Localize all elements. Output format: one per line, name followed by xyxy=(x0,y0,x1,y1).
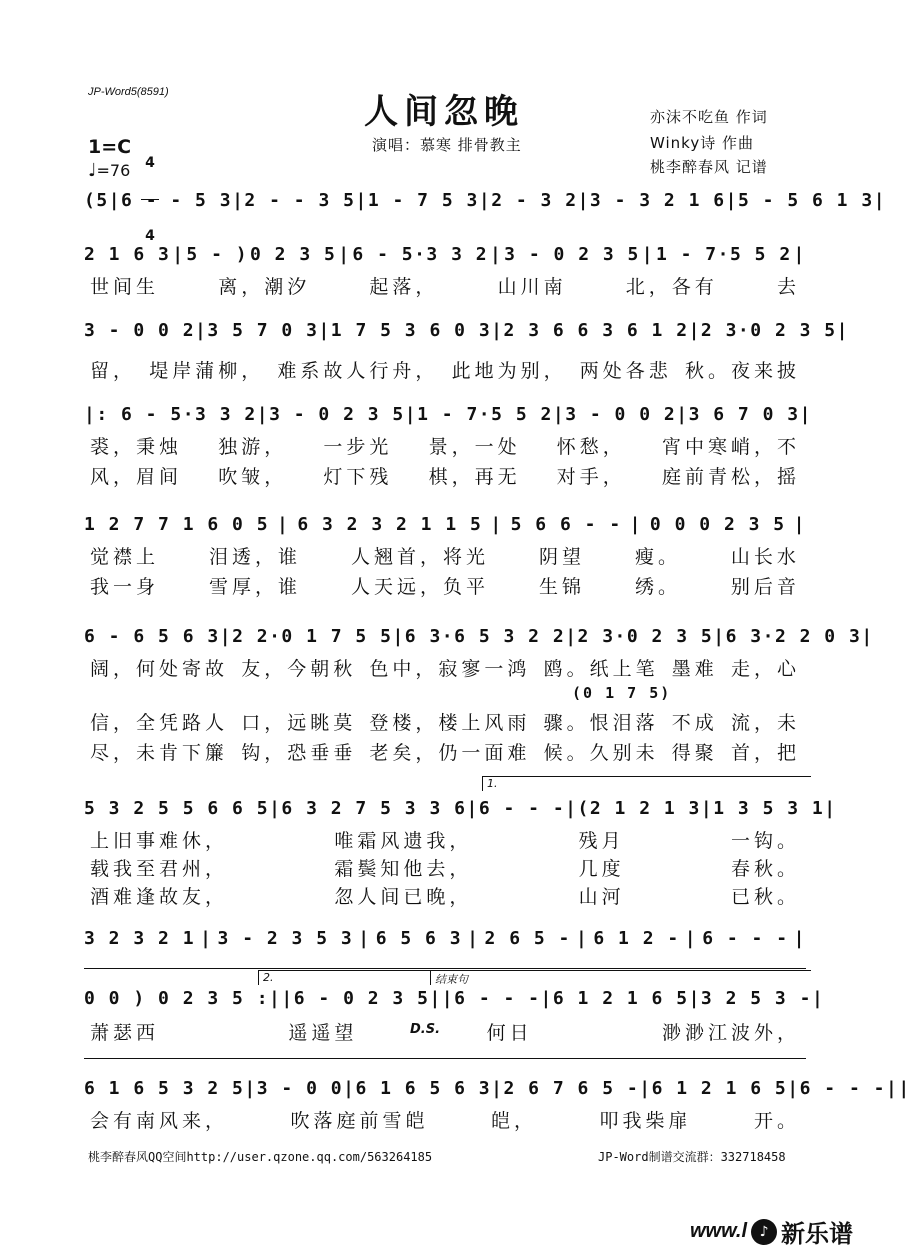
lyric-phrase: 堤岸蒲柳， xyxy=(149,360,265,382)
measure-notes: 3 - 2 3 5 3 xyxy=(217,928,354,949)
lyric-phrase: 怀愁， xyxy=(556,436,626,458)
lyric-phrase: 景，一处 xyxy=(428,436,521,458)
ds-marker: D.S. xyxy=(410,1022,441,1037)
measure-notes: 3 - 0 0 2 xyxy=(565,404,677,425)
bar-line: | xyxy=(318,320,331,341)
bar-line: | xyxy=(244,1078,257,1099)
lyric-phrase: 流，未 xyxy=(730,712,800,734)
lyric-phrase: 两处各悲 xyxy=(579,360,672,382)
footer-group-info: JP-Word制谱交流群：332718458 xyxy=(598,1150,786,1164)
lyric-phrase: 尽，未肯下簾 xyxy=(90,742,229,764)
lyric-phrase: 难系故人行舟， xyxy=(277,360,439,382)
lyric-phrase: 风，眉间 xyxy=(90,466,183,488)
measure-notes: 6 - - - xyxy=(478,798,566,819)
measure-notes: 2 3 6 6 3 6 1 2 xyxy=(503,320,689,341)
lyric-phrase: 裘，秉烛 xyxy=(90,436,183,458)
bar-line: || xyxy=(885,1078,911,1099)
bar-line: | xyxy=(108,190,122,211)
measure-notes: 6 3·2 2 0 3 xyxy=(725,626,862,647)
bar-line: | xyxy=(575,928,589,949)
key-signature: 1=C xyxy=(88,136,132,158)
bar-line: | xyxy=(404,404,418,425)
time-signature-top: 4 xyxy=(145,155,155,171)
measure-notes: 6 - - - xyxy=(454,988,541,1009)
bar-line: | xyxy=(489,244,503,265)
lyric-line xyxy=(84,572,806,599)
lyric-phrase: 开。 xyxy=(753,1110,800,1132)
lyric-phrase: 阔，何处寄故 xyxy=(90,658,229,680)
notation-line xyxy=(84,988,825,1009)
measure-notes: 1 3 5 3 1 xyxy=(713,798,825,819)
lyric-phrase: 友，今朝秋 xyxy=(241,658,357,680)
bar-line: | xyxy=(466,798,479,819)
lyric-phrase: 瘦。 xyxy=(634,546,681,568)
measure-notes: 5 - 5 6 1 3 xyxy=(737,190,874,211)
bar-line: | xyxy=(490,514,503,535)
bar-line: | xyxy=(355,190,368,211)
measure-notes: 3 - 0 0 xyxy=(256,1078,344,1099)
bar-line: | xyxy=(688,988,701,1009)
tempo-value: =76 xyxy=(96,161,131,180)
bar-line: | xyxy=(172,244,185,265)
lyric-phrase: 登楼，楼上风雨 xyxy=(369,712,531,734)
lyric-phrase: 世间生 xyxy=(90,276,160,298)
lyric-phrase: 吹落庭前雪皑 xyxy=(290,1110,429,1132)
lyric-phrase: 几度 xyxy=(578,858,625,880)
bar-line: | xyxy=(799,404,812,425)
bar-line: | xyxy=(491,320,504,341)
notation-line xyxy=(84,1078,911,1099)
bar-line: | xyxy=(861,626,874,647)
measure-notes: 5 3 2 5 5 6 6 5 xyxy=(84,798,270,819)
bar-line: | xyxy=(200,928,213,949)
measure-notes: 6 - 0 2 3 5 xyxy=(293,988,430,1009)
lyric-phrase: 色中，寂寥一鸿 xyxy=(369,658,531,680)
lyric-line xyxy=(84,462,806,489)
system-rule xyxy=(84,968,806,969)
lyric-line xyxy=(84,272,806,299)
composer-credit: Winky诗 作曲 xyxy=(650,134,754,152)
bar-line: |: 6 - 5·3 3 2 xyxy=(84,404,257,425)
measure-notes: 6 5 6 3 xyxy=(375,928,463,949)
measure-notes: 1 - 7 5 3 xyxy=(367,190,479,211)
lyric-line xyxy=(84,882,806,909)
lyric-phrase: 口，远眺莫 xyxy=(241,712,357,734)
measure-notes: (2 1 2 1 3 xyxy=(577,798,701,819)
lyric-phrase: 叩我柴扉 xyxy=(599,1110,692,1132)
tempo-marking xyxy=(88,160,130,181)
lyric-phrase: 皑， xyxy=(490,1110,537,1132)
bar-line: | xyxy=(873,190,887,211)
lyric-phrase: 首，把 xyxy=(730,742,800,764)
measure-notes: 6 - 5·3 3 2 xyxy=(352,244,489,265)
bar-line: | xyxy=(824,798,837,819)
measure-notes: 6 1 2 - xyxy=(593,928,680,949)
lyric-line xyxy=(84,854,806,881)
singer-credit: 演唱：慕寒 排骨教主 xyxy=(372,136,522,154)
bar-line: | xyxy=(641,244,655,265)
measure-notes: 2 3·0 2 3 5 xyxy=(577,626,714,647)
lyric-phrase: 忽人间已晚， xyxy=(334,886,473,908)
lyric-line xyxy=(84,826,806,853)
lyricist-credit: 亦沫不吃鱼 作词 xyxy=(650,108,768,126)
lyric-phrase: 吹皱， xyxy=(218,466,288,488)
bar-line: | xyxy=(338,244,351,265)
notation-line xyxy=(84,514,806,535)
system-rule xyxy=(84,1058,806,1059)
lyric-phrase: 庭前青松，摇 xyxy=(661,466,800,488)
notation-line xyxy=(84,404,812,425)
measure-notes: 1 - 7·5 5 2 xyxy=(417,404,553,425)
lyric-phrase: 得聚 xyxy=(671,742,718,764)
bar-line: | xyxy=(195,320,208,341)
bar-line: | xyxy=(467,928,480,949)
lyric-phrase: 上旧事难休， xyxy=(90,830,229,852)
footer-qzone-link[interactable]: 桃李醉春风QQ空间http://user.qzone.qq.com/563264185 xyxy=(88,1150,433,1164)
first-ending-bracket: 1. xyxy=(482,776,811,791)
notation-line xyxy=(84,928,806,949)
measure-notes: 6 - 6 5 6 3 xyxy=(84,626,220,647)
watermark-name: 新乐谱 xyxy=(781,1220,854,1248)
bar-line: | xyxy=(358,928,371,949)
bar-line: | xyxy=(688,320,701,341)
bar-line: | xyxy=(725,190,738,211)
measure-notes: 6 - - 5 3 xyxy=(121,190,233,211)
measure-notes: 6 3·6 5 3 2 2 xyxy=(404,626,566,647)
bar-line: | xyxy=(811,988,825,1009)
lyric-phrase: 信，全凭路人 xyxy=(90,712,229,734)
lyric-phrase: 残月 xyxy=(578,830,625,852)
lyric-phrase: 离，潮汐 xyxy=(218,276,311,298)
site-watermark xyxy=(690,1214,853,1249)
measure-notes: 5 6 6 - - xyxy=(510,514,622,535)
bar-line: | xyxy=(676,404,689,425)
bar-line: | xyxy=(478,190,492,211)
measure-notes: 3 2 5 3 - xyxy=(700,988,812,1009)
music-note-icon: ♪ xyxy=(751,1219,777,1245)
coda-bracket: 结束句 xyxy=(430,970,811,985)
bar-line: | xyxy=(540,988,553,1009)
measure-notes: 6 1 2 1 6 5 xyxy=(552,988,689,1009)
notation-line xyxy=(84,320,849,341)
measure-notes: 3 6 7 0 3 xyxy=(688,404,800,425)
lyric-phrase: 人天远，负平 xyxy=(350,576,489,598)
lyric-phrase: 生锦 xyxy=(538,576,585,598)
bar-line: | xyxy=(343,1078,356,1099)
measure-notes: 3 - 0 2 3 5 xyxy=(504,244,640,265)
bar-line: || xyxy=(429,988,455,1009)
lyric-phrase: 觉襟上 xyxy=(90,546,160,568)
bar-line: | xyxy=(219,626,233,647)
lyric-phrase: 渺渺江波外， xyxy=(661,1022,800,1044)
lyric-phrase: 北，各有 xyxy=(625,276,718,298)
lyric-phrase: 此地为别， xyxy=(451,360,567,382)
lyric-phrase: 候。久别未 xyxy=(543,742,659,764)
measure-notes: 2 - 3 2 xyxy=(491,190,578,211)
lyric-line xyxy=(84,432,806,459)
bar-line: | xyxy=(639,1078,652,1099)
bar-line: | xyxy=(836,320,849,341)
lyric-phrase: 阴望 xyxy=(538,546,585,568)
lyric-phrase: 山河 xyxy=(578,886,625,908)
measure-notes: 3 2 3 2 1 xyxy=(84,928,196,949)
lyric-line xyxy=(84,708,806,735)
bar-line: | xyxy=(793,928,806,949)
lyric-phrase: 雪厚，谁 xyxy=(208,576,301,598)
measure-notes: 2 - - 3 5 xyxy=(244,190,356,211)
measure-notes: (5 xyxy=(84,190,109,211)
lyric-phrase: 鸥。纸上笔 xyxy=(543,658,659,680)
lyric-phrase: 会有南风来， xyxy=(90,1110,229,1132)
lyric-phrase: 灯下残 xyxy=(323,466,393,488)
measure-notes: 5 - ) xyxy=(186,244,249,265)
lyric-phrase: 何日 xyxy=(486,1022,533,1044)
measure-notes: 0 0 0 2 3 5 xyxy=(649,514,786,535)
measure-notes: 1 - 7·5 5 2 xyxy=(655,244,792,265)
bar-line: | xyxy=(577,190,590,211)
lyric-phrase: 山川南 xyxy=(497,276,567,298)
bar-line: | xyxy=(565,798,578,819)
second-ending-bracket: 2. xyxy=(258,970,431,985)
bar-line: 0 0 ) 0 2 3 5 :|| xyxy=(84,988,294,1009)
measure-notes: 1 2 7 7 1 6 0 5 xyxy=(84,514,270,535)
measure-notes: 2 2·0 1 7 5 5 xyxy=(232,626,393,647)
lyric-phrase: 遥遥望 xyxy=(288,1022,358,1044)
lyric-phrase: 秋。夜来披 xyxy=(684,360,800,382)
lyric-phrase: 载我至君州， xyxy=(90,858,229,880)
lyric-phrase: 春秋。 xyxy=(730,858,800,880)
lyric-phrase: 去 xyxy=(776,276,800,298)
measure-notes: 3 - 0 0 2 xyxy=(84,320,196,341)
watermark-url: www.l xyxy=(690,1220,748,1242)
lyric-line xyxy=(84,654,806,681)
lyric-phrase: 老矣，仍一面难 xyxy=(369,742,531,764)
lyric-line xyxy=(84,1106,806,1133)
measure-notes: 2 6 7 6 5 - xyxy=(503,1078,640,1099)
lyric-phrase: 萧瑟西 xyxy=(90,1022,160,1044)
lyric-phrase: 绣。 xyxy=(634,576,681,598)
lyric-phrase: 不成 xyxy=(671,712,718,734)
bar-line: | xyxy=(684,928,698,949)
lyric-phrase: 走，心 xyxy=(730,658,800,680)
notation-line xyxy=(84,626,874,647)
lyric-phrase: 宵中寒峭，不 xyxy=(661,436,800,458)
measure-notes: 3 5 7 0 3 xyxy=(207,320,319,341)
transcriber-credit: 桃李醉春风 记谱 xyxy=(650,158,768,176)
notation-line xyxy=(84,244,806,265)
song-title: 人间忽晚 xyxy=(364,92,524,132)
lyric-phrase: 骤。恨泪落 xyxy=(543,712,659,734)
lyric-phrase: 别后音 xyxy=(730,576,800,598)
measure-notes: 1 7 5 3 6 0 3 xyxy=(330,320,492,341)
measure-notes: 3 - 3 2 1 6 xyxy=(589,190,726,211)
lyric-phrase: 一钩。 xyxy=(730,830,800,852)
lyric-phrase: 酒难逢故友， xyxy=(90,886,229,908)
measure-notes: 6 - - - xyxy=(799,1078,886,1099)
measure-notes: 6 1 6 5 3 2 5 xyxy=(84,1078,245,1099)
measure-notes: 6 1 2 1 6 5 xyxy=(651,1078,788,1099)
measure-notes: 6 1 6 5 6 3 xyxy=(355,1078,492,1099)
lyric-phrase: 泪透，谁 xyxy=(208,546,301,568)
bar-line: | xyxy=(256,404,270,425)
bar-line: | xyxy=(793,244,806,265)
bar-line: | xyxy=(787,1078,800,1099)
measure-notes: 2 6 5 - xyxy=(484,928,571,949)
lyric-phrase: 留， xyxy=(90,360,137,382)
lyric-phrase: 山长水 xyxy=(730,546,800,568)
lyric-phrase: 唯霜风遗我， xyxy=(334,830,473,852)
lyric-phrase: 棋，再无 xyxy=(428,466,521,488)
lyric-phrase: 人翘首，将光 xyxy=(350,546,489,568)
alternate-notes: (0 1 7 5) xyxy=(572,684,672,702)
bar-line: | xyxy=(552,404,566,425)
lyric-phrase: 已秋。 xyxy=(730,886,800,908)
lyric-phrase: 对手， xyxy=(556,466,626,488)
time-signature-bottom: 4 xyxy=(145,228,155,244)
measure-notes: 6 - - - xyxy=(702,928,789,949)
bar-line: | xyxy=(392,626,405,647)
lyric-phrase: 起落， xyxy=(369,276,439,298)
notation-line xyxy=(84,190,887,211)
lyric-phrase: 钩，恐垂垂 xyxy=(241,742,357,764)
lyric-phrase: 霜鬓知他去， xyxy=(334,858,473,880)
measure-notes: 6 3 2 7 5 3 3 6 xyxy=(281,798,467,819)
measure-notes: 2 1 6 3 xyxy=(84,244,171,265)
lyric-phrase: 独游， xyxy=(218,436,288,458)
lyric-line xyxy=(84,542,806,569)
bar-line: | xyxy=(491,1078,504,1099)
bar-line: | xyxy=(793,514,806,535)
notation-line xyxy=(84,798,837,819)
lyric-phrase: 墨难 xyxy=(671,658,718,680)
bar-line: | xyxy=(565,626,578,647)
lyric-line xyxy=(84,738,806,765)
lyric-phrase: 我一身 xyxy=(90,576,160,598)
bar-line: | xyxy=(277,514,290,535)
measure-notes: 2 3·0 2 3 5 xyxy=(700,320,837,341)
lyric-phrase: 一步光 xyxy=(323,436,393,458)
measure-notes: 6 3 2 3 2 1 1 5 xyxy=(297,514,483,535)
bar-line: | xyxy=(629,514,642,535)
measure-notes: 3 - 0 2 3 5 xyxy=(269,404,405,425)
measure-notes: 0 2 3 5 xyxy=(249,244,337,265)
bar-line: | xyxy=(269,798,282,819)
quarter-note-icon: ♩ xyxy=(88,160,97,181)
lyric-line xyxy=(84,356,806,383)
bar-line: | xyxy=(232,190,245,211)
bar-line: | xyxy=(700,798,714,819)
lyric-line xyxy=(84,1018,806,1045)
software-label: JP-Word5(8591) xyxy=(88,86,169,98)
bar-line: | xyxy=(713,626,726,647)
